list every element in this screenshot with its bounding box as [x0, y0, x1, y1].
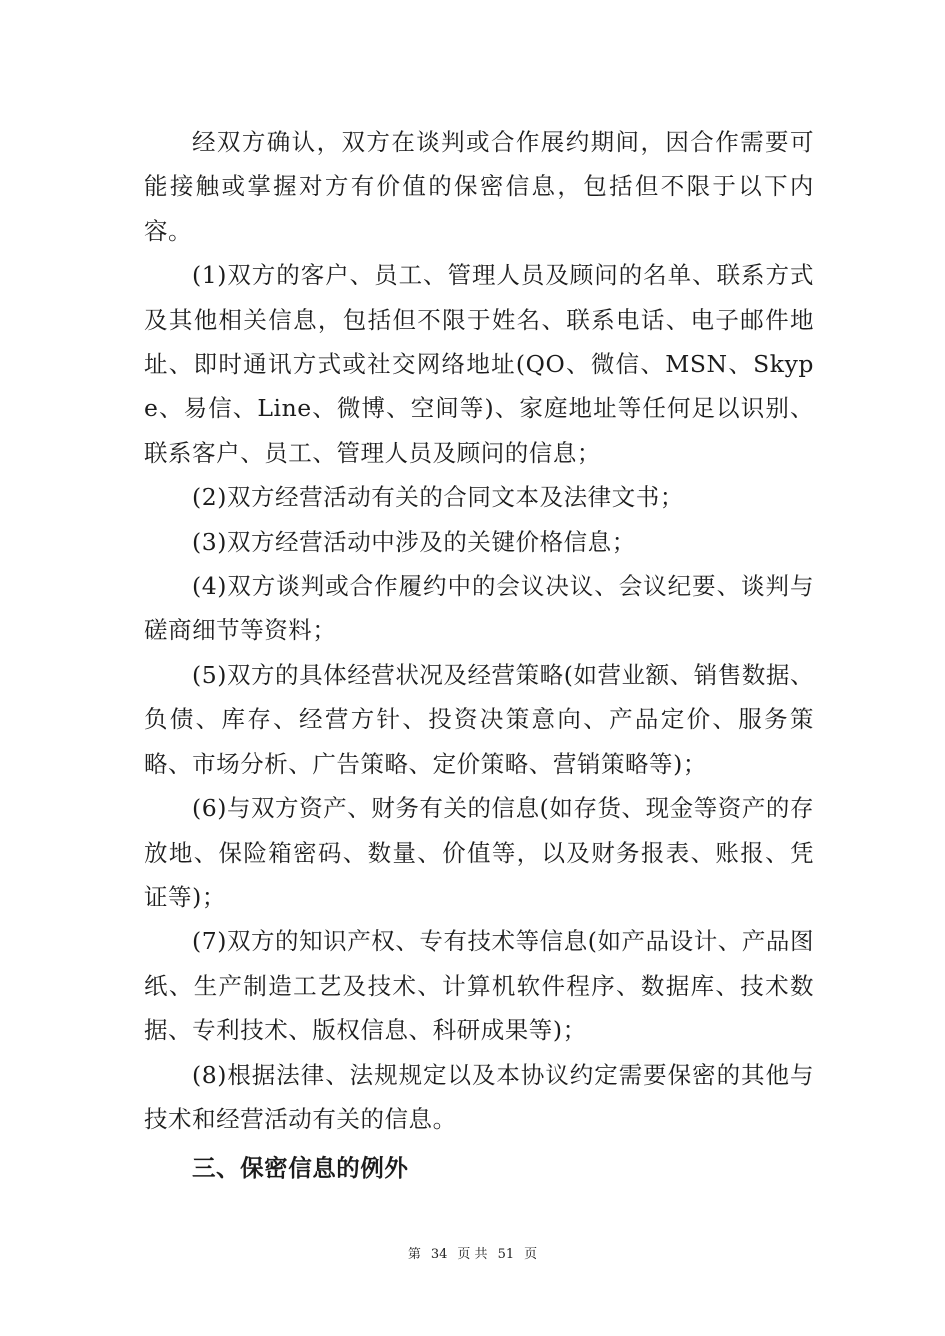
item-5-paragraph: (5)双方的具体经营状况及经营策略(如营业额、销售数据、负债、库存、经营方针、投资决策意向、产品定价、服务策略、市场分析、广告策略、定价策略、营销策略等)；: [144, 660, 814, 778]
section-heading: 三、保密信息的例外: [192, 1154, 409, 1183]
page-footer: [0, 1243, 945, 1262]
item-8-paragraph: (8)根据法律、法规规定以及本协议约定需要保密的其他与技术和经营活动有关的信息。: [144, 1060, 814, 1133]
footer-middle: 页 共: [457, 1247, 488, 1262]
item-3-paragraph: (3)双方经营活动中涉及的关键价格信息；: [192, 527, 636, 556]
total-page-count: 51: [497, 1247, 515, 1262]
footer-prefix: 第: [407, 1247, 421, 1262]
intro-paragraph: 经双方确认，双方在谈判或合作展约期间，因合作需要可能接触或掌握对方有价值的保密信息，包括但不限于以下内容。: [144, 128, 814, 245]
item-6-paragraph: (6)与双方资产、财务有关的信息(如存货、现金等资产的存放地、保险箱密码、数量、价值等，以及财务报表、账报、凭证等)；: [144, 794, 814, 911]
document-body: [144, 120, 814, 1191]
item-7-paragraph: (7)双方的知识产权、专有技术等信息(如产品设计、产品图纸、生产制造工艺及技术、计算机软件程序、数据库、技术数据、专利技术、版权信息、科研成果等)；: [144, 927, 814, 1045]
item-2-paragraph: (2)双方经营活动有关的合同文本及法律文书；: [192, 483, 684, 512]
item-1-paragraph: (1)双方的客户、员工、管理人员及顾问的名单、联系方式及其他相关信息，包括但不限于姓名、联系电话、电子邮件地址、即时通讯方式或社交网络地址(QO、微信、MSN、Skype、易信、Line、微博、空间等)、家庭地址等任何足以识别、联系客户、员工、管理人员及顾问的信息；: [144, 261, 814, 467]
current-page-number: 34: [430, 1247, 448, 1262]
footer-suffix: 页: [524, 1247, 538, 1262]
item-4-paragraph: (4)双方谈判或合作履约中的会议决议、会议纪要、谈判与磋商细节等资料；: [144, 572, 814, 645]
